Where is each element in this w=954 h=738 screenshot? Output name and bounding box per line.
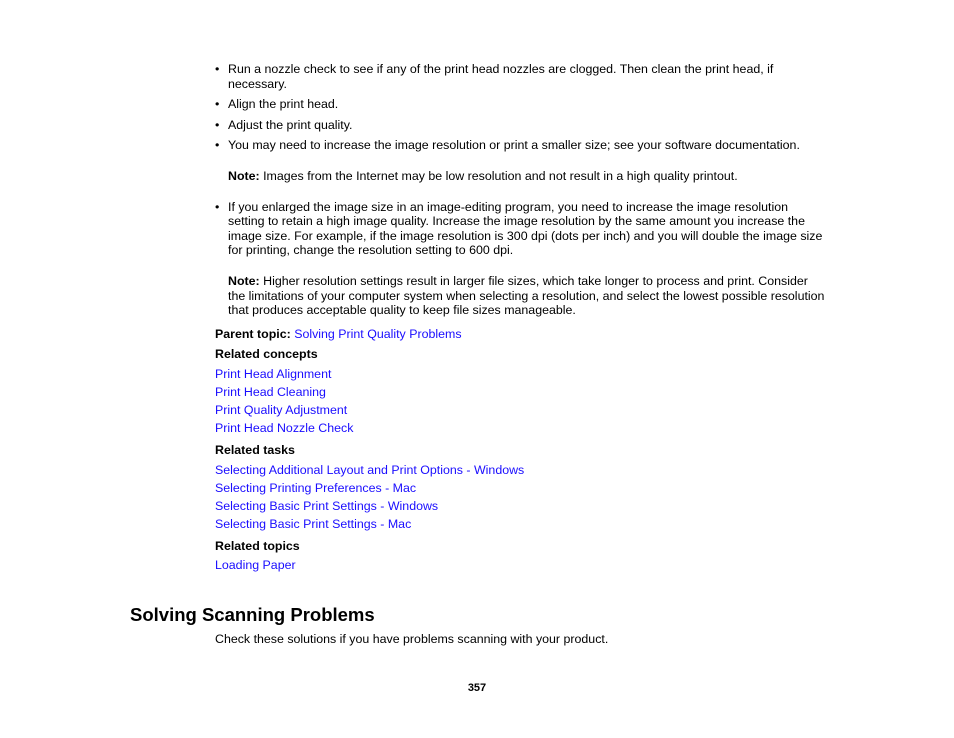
related-topics-list — [215, 556, 825, 574]
bullet-glyph: • — [215, 138, 220, 153]
note-resolution — [228, 274, 825, 318]
related-tasks-heading: Related tasks — [215, 442, 295, 457]
link-loading-paper[interactable]: Loading Paper — [215, 558, 296, 573]
list-item — [215, 62, 825, 91]
note-label: Note: — [228, 273, 260, 288]
list-item-text: You may need to increase the image resolution or print a smaller size; see your software documentation. — [228, 138, 800, 153]
related-tasks-list — [215, 461, 825, 533]
parent-topic-link[interactable]: Solving Print Quality Problems — [294, 326, 462, 341]
section-title: Solving Scanning Problems — [130, 604, 375, 625]
related-concepts-heading: Related concepts — [215, 347, 318, 362]
list-item-text: Align the print head. — [228, 97, 339, 112]
section-intro: Check these solutions if you have problems scanning with your product. — [215, 632, 609, 646]
list-item-text: Run a nozzle check to see if any of the print head nozzles are clogged. Then clean the print head, if necessary. — [228, 62, 774, 91]
parent-topic — [215, 327, 825, 342]
link-basic-settings-mac[interactable]: Selecting Basic Print Settings - Mac — [215, 516, 412, 531]
bullet-glyph: • — [215, 62, 220, 76]
parent-topic-label: Parent topic: — [215, 326, 291, 341]
link-print-head-nozzle-check[interactable]: Print Head Nozzle Check — [215, 420, 354, 435]
link-layout-options-windows[interactable]: Selecting Additional Layout and Print Options - Windows — [215, 462, 525, 477]
list-item — [215, 200, 825, 318]
troubleshooting-list — [215, 62, 825, 318]
related-concepts-list — [215, 365, 825, 437]
note-internet-images — [228, 169, 825, 184]
list-item — [215, 138, 825, 183]
link-printing-preferences-mac[interactable]: Selecting Printing Preferences - Mac — [215, 480, 417, 495]
link-print-head-cleaning[interactable]: Print Head Cleaning — [215, 384, 326, 399]
bullet-glyph: • — [215, 199, 220, 214]
list-item — [215, 97, 825, 112]
note-label: Note: — [228, 168, 260, 183]
list-item-text: Adjust the print quality. — [228, 117, 353, 132]
list-item-text: If you enlarged the image size in an image-editing program, you need to increase the image resolution setting to retain a high image quality. Increase the image resolution by the same amount you increase the image size. For example, if the image resolution is 300 dpi (dots per inch) and you will double the image size for printing, change the resolution setting to 600 dpi. — [228, 199, 823, 258]
document-body — [215, 62, 825, 574]
link-basic-settings-windows[interactable]: Selecting Basic Print Settings - Windows — [215, 498, 439, 513]
bullet-glyph: • — [215, 117, 220, 132]
note-text: Images from the Internet may be low resolution and not result in a high quality printout. — [259, 168, 738, 183]
list-item — [215, 118, 825, 133]
link-print-quality-adjustment[interactable]: Print Quality Adjustment — [215, 402, 348, 417]
bullet-glyph: • — [215, 97, 220, 112]
note-text: Higher resolution settings result in larger file sizes, which take longer to process and print. Consider the limitations of your computer system when selecting a resolution, and select the lowest possible resolution that produces acceptable quality to keep file sizes manageable. — [228, 273, 825, 318]
page-number: 357 — [467, 682, 487, 694]
related-topics-heading: Related topics — [215, 538, 300, 553]
link-print-head-alignment[interactable]: Print Head Alignment — [215, 366, 332, 381]
